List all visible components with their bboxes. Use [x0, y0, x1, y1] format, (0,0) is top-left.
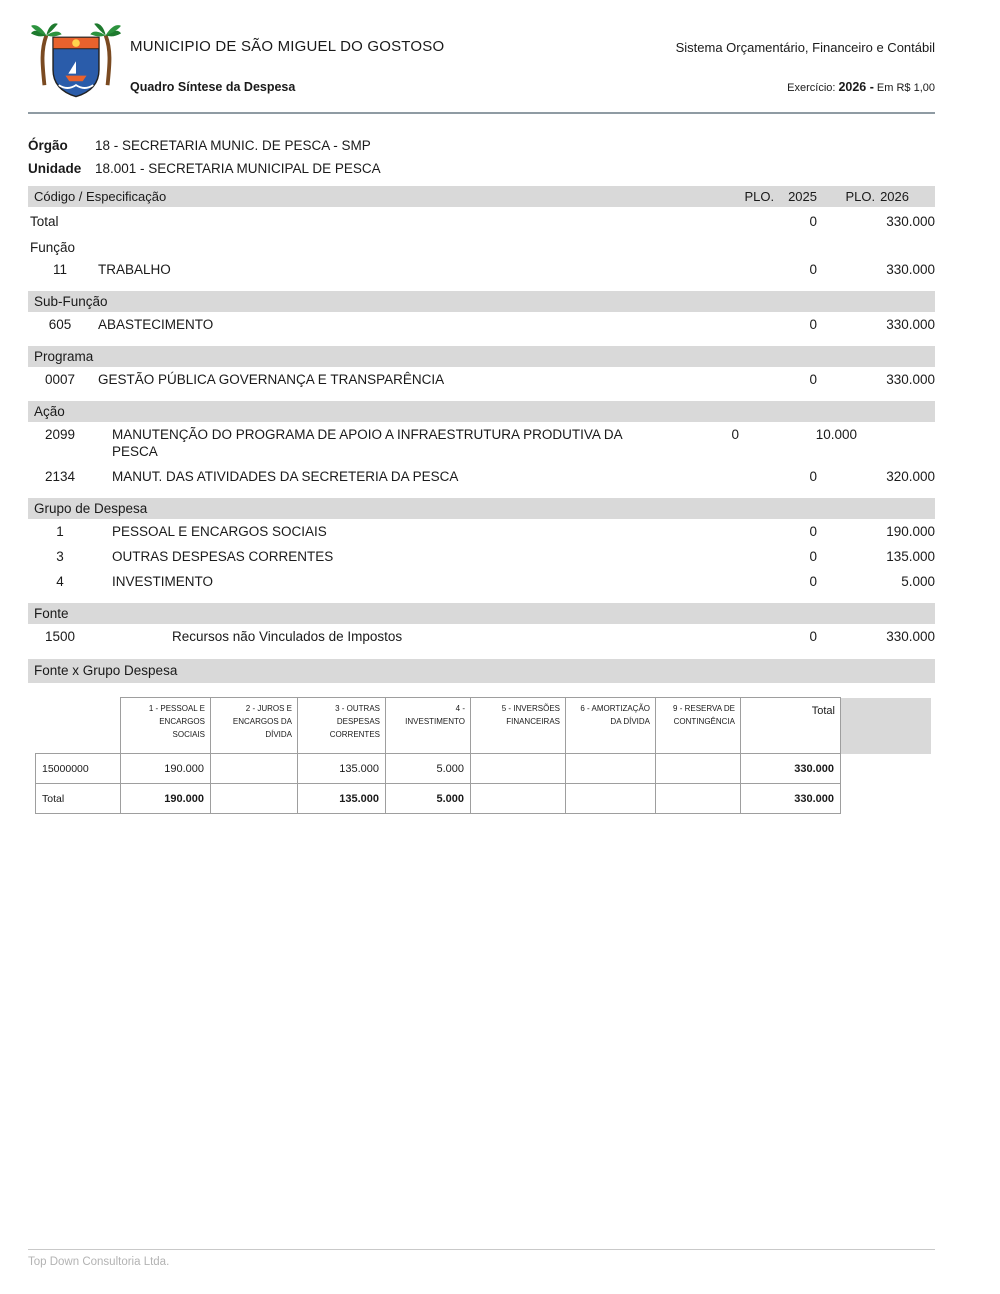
matrix-cell [656, 754, 741, 784]
row-desc: ABASTECIMENTO [98, 317, 214, 332]
column-header-spec: Código / Especificação [34, 189, 167, 204]
row-value-2026: 10.000 [815, 427, 857, 442]
table-row [28, 367, 935, 392]
matrix-cell: 135.000 [298, 754, 386, 784]
system-name: Sistema Orçamentário, Financeiro e Contábil [675, 40, 935, 55]
summary-table-header [28, 186, 935, 207]
report-title: Quadro Síntese da Despesa [130, 80, 296, 94]
row-value-2026: 190.000 [886, 524, 935, 539]
row-value-2025: 0 [809, 524, 817, 539]
row-value-2026: 330.000 [886, 629, 935, 644]
matrix-cell [471, 784, 566, 814]
exercise-label: Exercício: [787, 82, 836, 94]
row-label: Total [30, 214, 59, 229]
row-value-2025: 0 [809, 629, 817, 644]
year-2026: 2026 [880, 189, 909, 204]
matrix-col-header: 3 - OUTRAS DESPESAS CORRENTES [298, 698, 386, 754]
table-row [28, 464, 935, 489]
row-code: 11 [52, 262, 67, 277]
fonte-grupo-matrix-table [35, 697, 931, 814]
matrix-col-header-total: Total [741, 698, 841, 754]
orgao-value: 18 - SECRETARIA MUNIC. DE PESCA - SMP [95, 138, 371, 153]
table-row [28, 257, 935, 282]
row-value-2025: 0 [809, 469, 817, 484]
matrix-cell [566, 754, 656, 784]
matrix-cell [211, 784, 298, 814]
section-title-funcao: Função [30, 240, 76, 255]
unidade-label: Unidade [28, 161, 82, 176]
row-value-2026: 330.000 [886, 317, 935, 332]
matrix-cell-total: 330.000 [741, 754, 841, 784]
section-title-fonte-x-grupo: Fonte x Grupo Despesa [28, 659, 935, 683]
municipal-coat-of-arms-icon [30, 22, 122, 110]
table-row [28, 422, 935, 464]
matrix-total-row [36, 784, 931, 814]
row-value-2025: 0 [809, 372, 817, 387]
plo-label: PLO. [744, 189, 775, 204]
matrix-header-row [36, 698, 931, 754]
section-title-sub-funcao: Sub-Função [28, 291, 935, 312]
matrix-col-header: 9 - RESERVA DE CONTINGÊNCIA [656, 698, 741, 754]
row-desc: TRABALHO [98, 262, 171, 277]
row-code: 1 [56, 524, 64, 539]
table-row [28, 519, 935, 544]
plo-label: PLO. [845, 189, 876, 204]
matrix-row-label-total: Total [36, 784, 121, 814]
matrix-col-header: 5 - INVERSÕES FINANCEIRAS [471, 698, 566, 754]
matrix-cell: 190.000 [121, 754, 211, 784]
column-header-plo-2025 [711, 189, 817, 204]
matrix-cell [471, 754, 566, 784]
matrix-cell-total: 330.000 [741, 784, 841, 814]
shield [53, 37, 99, 96]
matrix-col-header: 1 - PESSOAL E ENCARGOS SOCIAIS [121, 698, 211, 754]
row-value-2025: 0 [809, 214, 817, 229]
table-row [28, 569, 935, 594]
table-row [28, 312, 935, 337]
header-divider [28, 112, 935, 114]
matrix-cell [566, 784, 656, 814]
matrix-cell: 5.000 [386, 754, 471, 784]
row-code: 605 [48, 317, 72, 332]
row-value-2026: 135.000 [886, 549, 935, 564]
row-code: 1500 [44, 629, 76, 644]
row-desc: OUTRAS DESPESAS CORRENTES [112, 549, 334, 564]
exercise-info [787, 80, 935, 94]
matrix-row-label: 15000000 [36, 754, 121, 784]
matrix-header-filler [841, 698, 931, 754]
section-title-grupo-despesa: Grupo de Despesa [28, 498, 935, 519]
unidade-row [28, 161, 935, 176]
municipality-name: MUNICIPIO DE SÃO MIGUEL DO GOSTOSO [130, 38, 445, 55]
row-value-2025: 0 [809, 317, 817, 332]
row-value-2026: 330.000 [886, 214, 935, 229]
row-value-2026: 320.000 [886, 469, 935, 484]
matrix-cell [656, 784, 741, 814]
row-desc: INVESTIMENTO [112, 574, 214, 589]
matrix-cell: 190.000 [121, 784, 211, 814]
report-body [28, 132, 935, 814]
row-value-2026: 330.000 [886, 372, 935, 387]
matrix-col-header: 6 - AMORTIZAÇÃO DA DÍVIDA [566, 698, 656, 754]
row-code: 0007 [44, 372, 76, 387]
table-row [28, 544, 935, 569]
section-title-programa: Programa [28, 346, 935, 367]
orgao-row [28, 138, 935, 153]
row-desc: MANUT. DAS ATIVIDADES DA SECRETERIA DA PESCA [112, 469, 459, 484]
matrix-cell: 5.000 [386, 784, 471, 814]
matrix-cell: 135.000 [298, 784, 386, 814]
row-code: 3 [56, 549, 64, 564]
row-value-2026: 5.000 [901, 574, 935, 589]
table-row [28, 624, 935, 649]
row-value-2025: 0 [731, 427, 739, 442]
row-code: 4 [56, 574, 64, 589]
table-row-total [28, 207, 935, 234]
row-value-2025: 0 [809, 574, 817, 589]
matrix-col-header: 4 - INVESTIMENTO [386, 698, 471, 754]
currency-note: Em R$ 1,00 [876, 82, 935, 94]
row-value-2025: 0 [809, 262, 817, 277]
row-desc: GESTÃO PÚBLICA GOVERNANÇA E TRANSPARÊNCIA [98, 372, 445, 387]
matrix-data-row [36, 754, 931, 784]
matrix-cell [211, 754, 298, 784]
section-title-acao: Ação [28, 401, 935, 422]
row-desc: PESSOAL E ENCARGOS SOCIAIS [112, 524, 327, 539]
footer-company: Top Down Consultoria Ltda. [28, 1256, 170, 1268]
unidade-value: 18.001 - SECRETARIA MUNICIPAL DE PESCA [95, 161, 381, 176]
row-desc: Recursos não Vinculados de Impostos [172, 629, 403, 644]
row-code: 2134 [44, 469, 76, 484]
row-code: 2099 [44, 427, 76, 442]
section-title-fonte: Fonte [28, 603, 935, 624]
row-value-2026: 330.000 [886, 262, 935, 277]
year-2025: 2025 [788, 189, 817, 204]
row-value-2025: 0 [809, 549, 817, 564]
orgao-label: Órgão [28, 138, 68, 153]
matrix-corner-cell [36, 698, 121, 754]
matrix-col-header: 2 - JUROS E ENCARGOS DA DÍVIDA [211, 698, 298, 754]
exercise-year: 2026 - [838, 80, 874, 94]
row-desc: MANUTENÇÃO DO PROGRAMA DE APOIO A INFRAESTRUTURA PRODUTIVA DA PESCA [112, 427, 622, 459]
column-header-plo-2026 [817, 189, 935, 204]
footer-divider [28, 1249, 935, 1250]
fonte-grupo-matrix-wrap [35, 697, 935, 814]
